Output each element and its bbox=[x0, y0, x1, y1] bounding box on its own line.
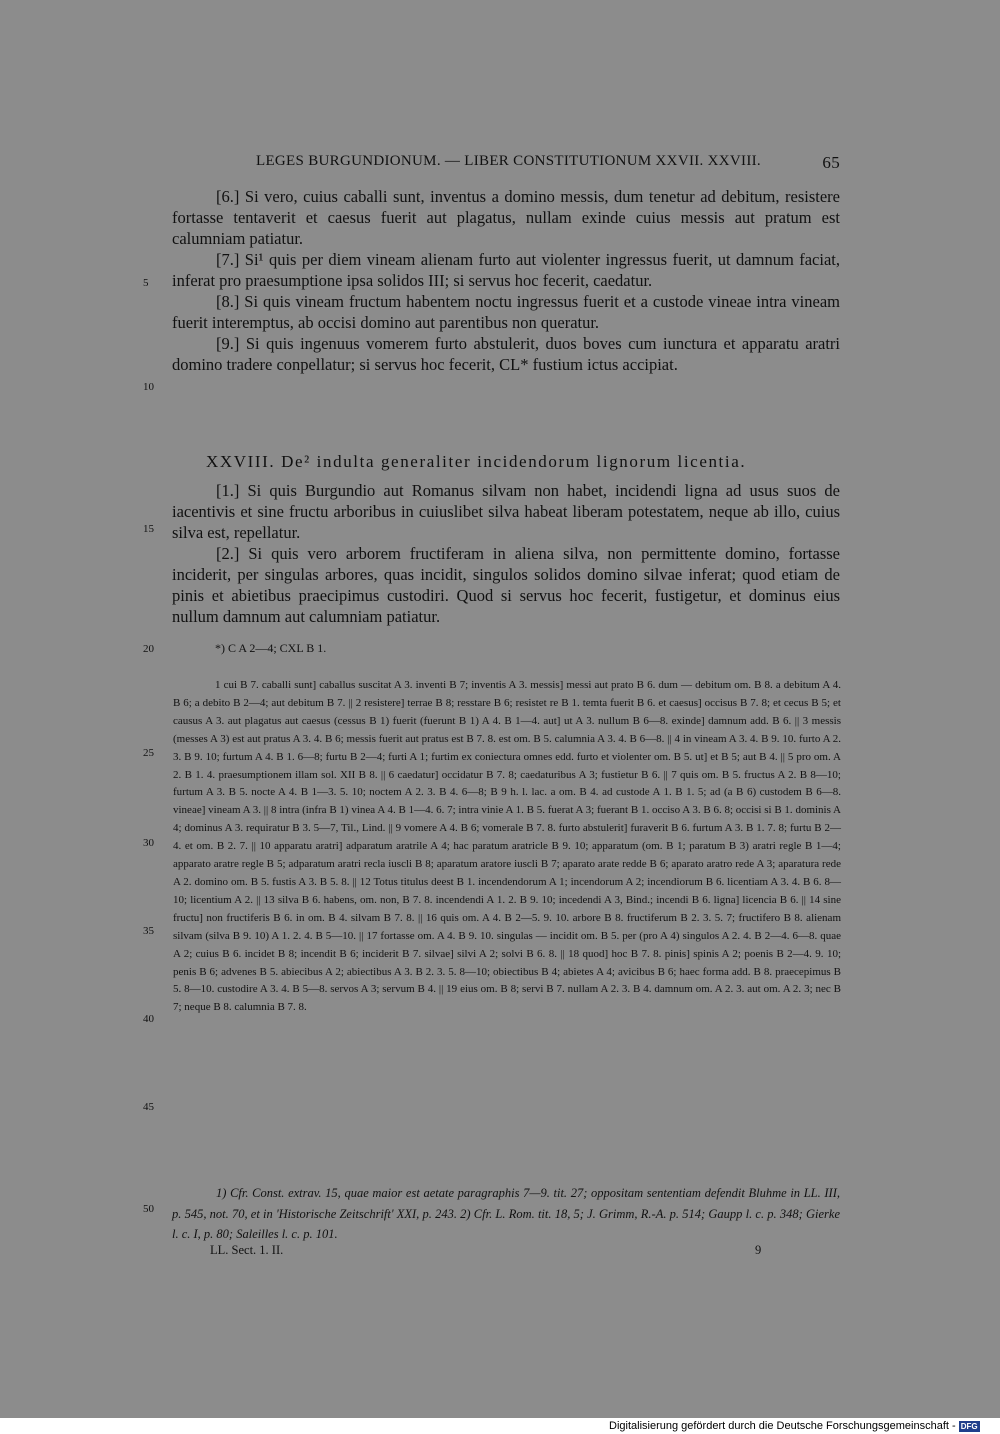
dfg-logo: DFG bbox=[960, 1421, 978, 1431]
line-number: 20 bbox=[143, 643, 154, 655]
signature-number: 9 bbox=[755, 1243, 762, 1257]
section-text bbox=[172, 480, 840, 627]
line-number: 30 bbox=[143, 837, 154, 849]
variant-notes: 1 cui B 7. caballi sunt] caballus suscitat A 3. inventi B 7; inventis A 3. messis] messi aut prato B 6. dum — debitum om. B 8. a debitum A 4. B 6; a debito B 2—4; aut debitum B 7. || 2 resistere] terrae B 8; resstare B 6; resistet re B 1. temta fuerit B 6. et caesus] occisus B 7. 8; et cecus B 5; et causus A 3. aut plagatus aut caesus (cessus B 1) fuerit (fuerunt B 1) A 4. B 1—4. aut] ut A 3. nullum B 6—8. exinde] damnum add. B 6. || 3 messis (messes A 3) est aut pratus A 3. 4. B 6; messis fuerit aut pratus est B 7. 8. est om. B 5. calumnia A 3. 4. B 6—8. || 4 in vineam A 3. 4. B 9. 10. furto A 2. 3. B 9. 10; furtum A 4. B 1. 6—8; furtu B 2—4; furti A 1; furtim ex coniectura omnes edd. furto et violenter om. B 5. ut] et B 5; aut B 4. || 5 pro om. A 2. B 1. 4. praesumptionem illam sol. XII B 8. || 6 caedatur] occidatur B 7. 8; caedaturibus A 3; fustietur B 6. || 7 quis om. B 5. fructus A 2. B 8—10; furtum A 3. B 5. nocte A 4. B 1—3. 5. 10; noctem A 2. 3. B 4. 6—8; B 9 h. l. lac. a om. B 4. ad custode A 1. B 1. 5; ad (a B 6) custodem B 6—8. vineae] vineam A 3. || 8 intra (infra B 1) vinea A 4. B 1—4. 6. 7; intra vinie A 1. B 5. fuerat A 3; fuerant B 1. occiso A 3. B 6. 8; occisi si B 1. dominis A 4; dominus A 3. requiratur B 3. 5—7, Til., Lind. || 9 vomere A 4. B 6; vomerale B 7. 8. furto abstulerit] furaverit B 6. furtum A 3. B 1. 7. 8; furtu B 2—4. et om. B 2. 7. || 10 apparatu aratri] adparatum aratrile A 4; hac paratum aratricle B 9. 10; apparatum (om. B 1; paratum B 3) aratri regle B 1—4; apparato aratre regle B 5; adparatum aratri recla iuscli B 8; aparatum aratore iuscli B 7; aparato arate redde B 6; aparato aratro rede A 3; aparatura rede A 2. domino om. B 5. fustis A 3. B 5. 8. || 12 Totus titulus deest B 1. incendendorum A 1; incendorum A 2; incendiorum B 6. licentiam A 3. 4. B 6. 8—10; licentium A 2. || 13 silva B 6. habens, om. non, B 7. 8. incendendi A 1. 2. B 9. 10; incedendi A 3, Bind.; incendi B 6. ligna] licencia B 6. || 14 sine fructu] non fructiferis B 6. in om. B 4. silvam B 7. 8. || 16 quis om. A 4. B 2—5. 9. 10. arbore B 8. fructiferum B 2. 3. 5. 7; fructifero B 8. alienam silvam (silva B 9. 10) A 1. 2. 4. B 5—10. || 17 fortasse om. A 4. B 9. 10. singulas — incidit om. B 5. per (pro A 4) singulos A 2. 4. B 2—4. 6—8. quae A 2; cuius B 6. incidet B 8; incendit B 6; inciderit B 7. silvae] silvi A 2; solvi B 6. 8. || 18 quod] hoc B 7. 8. pinis] spinis A 2; poenis B 2—4. 9. 10; penis B 6; advenes B 5. abiecibus A 2; abiectibus A 3. B 2. 3. 5. 8—10; obiectibus B 4; abietes A 4; avicibus B 6; haec forma add. B 8. praecepimus B 5. 8—10. custodire A 3. 4. B 5—8. servos A 3; servum B 4. || 19 eius om. B 8; servi B 7. nullam A 2. 3. B 4. damnum om. A 2. 3. aut om. A 2. 3; nec B 7; neque B 8. calumnia B 7. 8. bbox=[173, 679, 841, 1014]
footnotes: 1) Cfr. Const. extrav. 15, quae maior est aetate paragraphis 7—9. tit. 27; oppositam sententiam defendit Bluhme in LL. III, p. 545, not. 70, et in 'Historische Zeitschrift' XXI, p. 243. 2) Cfr. L. Rom. tit. 18, 5; J. Grimm, R.-A. p. 514; Gaupp l. c. p. 348; Gierke l. c. I, p. 80; Saleilles l. c. p. 101. bbox=[172, 1186, 840, 1241]
line-number: 40 bbox=[143, 1013, 154, 1025]
section-paragraph-1: [1.] Si quis Burgundio aut Romanus silvam non habet, incidendi ligna ad usus suos de iacentivis et sine fructu arboribus in cuiuslibet silva habeat liberam potestatem, neque ab illo, cuius silva est, repellatur. bbox=[172, 481, 840, 542]
paragraph-8: [8.] Si quis vineam fructum habentem noctu ingressus fuerit et a custode vineae intra vineam fuerit interemptus, ab occisi domino aut parentibus non queratur. bbox=[172, 292, 840, 332]
line-number: 15 bbox=[143, 523, 154, 535]
asterisk-note: *) C A 2—4; CXL B 1. bbox=[215, 641, 327, 655]
variant-apparatus bbox=[173, 677, 841, 1017]
header-title: LEGES BURGUNDIONUM. — LIBER CONSTITUTIONUM XXVII. XXVIII. bbox=[256, 153, 761, 169]
main-text bbox=[172, 186, 840, 375]
line-number: 50 bbox=[143, 1203, 154, 1215]
line-number: 35 bbox=[143, 925, 154, 937]
line-number: 5 bbox=[143, 277, 149, 289]
line-number: 45 bbox=[143, 1101, 154, 1113]
section-heading: XXVIII. De² indulta generaliter incidendorum lignorum licentia. bbox=[206, 452, 747, 471]
line-number: 10 bbox=[143, 381, 154, 393]
paragraph-7: [7.] Si¹ quis per diem vineam alienam furto aut violenter ingressus fuerit, ut damnum faciat, inferat pro praesumptione ipsa solidos III; si servus hoc fecerit, caedatur. bbox=[172, 250, 840, 290]
paragraph-6: [6.] Si vero, cuius caballi sunt, inventus a domino messis, dum tenetur ad debitum, resistere fortasse tentaverit et caesus fuerit aut plagatus, nullam exinde cuius messis aut pratum est calumniam patiatur. bbox=[172, 187, 840, 248]
section-paragraph-2: [2.] Si quis vero arborem fructiferam in aliena silva, non permittente domino, fortasse inciderit, per singulas arbores, quas incidit, singulos solidos domino silvae inferat; quod etiam de pinis et abietibus praecipimus custodiri. Quod si servus hoc fecerit, fustigetur, et dominus eius nullum damnum aut calumniam patiatur. bbox=[172, 544, 840, 626]
page-number: 65 bbox=[822, 153, 840, 172]
paragraph-9: [9.] Si quis ingenuus vomerem furto abstulerit, duos boves cum iunctura et apparatu aratri domino tradere conpellatur; si servus hoc fecerit, CL* fustium ictus accipiat. bbox=[172, 334, 840, 374]
signature-mark: LL. Sect. 1. II. bbox=[210, 1243, 284, 1257]
digitization-footer bbox=[609, 1418, 980, 1434]
line-number: 25 bbox=[143, 747, 154, 759]
footer-text: Digitalisierung gefördert durch die Deutsche Forschungsgemeinschaft - bbox=[609, 1420, 956, 1432]
